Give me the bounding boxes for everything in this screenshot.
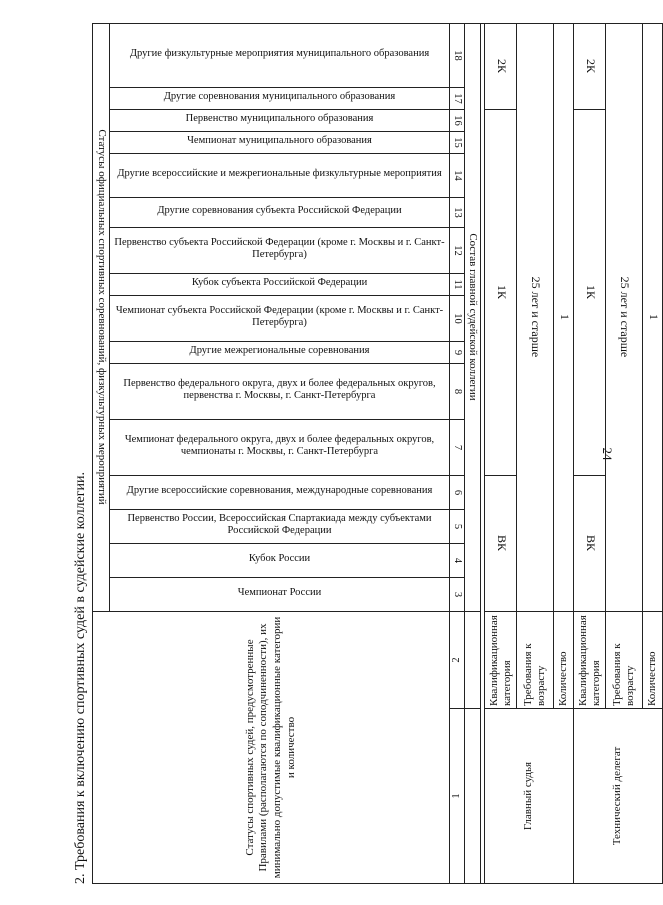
column-number-4 [450, 543, 465, 577]
chief-count-value: 1 [554, 23, 574, 611]
competition-header-text-11: Кубок субъекта Российской Федерации [191, 276, 368, 288]
column-number-text-6: 6 [451, 489, 463, 496]
column-number-text-11: 11 [451, 279, 463, 290]
role-technical-delegate: Технический делегат [574, 709, 663, 884]
competition-header-3 [110, 577, 450, 611]
column-number-text-17: 17 [451, 93, 463, 104]
row-label-qualification-chief: Квалификационная категория [485, 611, 517, 708]
column-number-text-15: 15 [451, 137, 463, 148]
competition-header-17 [110, 87, 450, 109]
competition-header-11 [110, 273, 450, 295]
column-number-text-14: 14 [451, 170, 463, 181]
delegate-age-value: 25 лет и старше [606, 23, 643, 611]
column-number-text-5: 5 [451, 523, 463, 530]
column-number-12 [450, 227, 465, 273]
competition-header-8 [110, 363, 450, 419]
section-spacer-2 [465, 611, 481, 708]
column-number-text-10: 10 [451, 313, 463, 324]
competition-header-14 [110, 153, 450, 197]
delegate-count-value: 1 [643, 23, 663, 611]
column-number-text-12: 12 [451, 245, 463, 256]
row-label-count-chief: Количество [554, 611, 574, 708]
competition-header-16 [110, 109, 450, 131]
column-number-text-3: 3 [451, 591, 463, 598]
competition-header-text-7: Чемпионат федерального округа, двух и более федеральных округов, чемпионаты г. Москвы, г. Санкт-Петербурга [124, 433, 435, 457]
requirements-table [92, 23, 663, 884]
column-number-text-13: 13 [451, 207, 463, 218]
column-number-17 [450, 87, 465, 109]
competition-header-text-5: Первенство России, Всероссийская Спартакиада между субъектами Российской Федерации [127, 512, 432, 536]
row-label-age-chief: Требования к возрасту [517, 611, 554, 708]
competition-header-13 [110, 197, 450, 227]
column-number-text-18: 18 [451, 50, 463, 61]
column-number-6 [450, 475, 465, 509]
column-number-2: 2 [450, 611, 465, 708]
row-label-age-delegate: Требования к возрасту [606, 611, 643, 708]
delegate-qualification-value-2: 1К [574, 109, 606, 475]
column-number-text-7: 7 [451, 444, 463, 451]
competition-header-text-14: Другие всероссийские и межрегиональные физкультурные мероприятия [117, 167, 442, 179]
delegate-qualification-value-3: 2К [574, 23, 606, 109]
column-number-5 [450, 509, 465, 543]
competition-header-18 [110, 23, 450, 87]
column-number-text-8: 8 [451, 388, 463, 395]
competition-header-text-4: Кубок России [248, 552, 311, 564]
column-number-9 [450, 341, 465, 363]
header-statuses-of-judges: Статусы спортивных судей, предусмотренные Правилами (располагаются по соподчиненности), их минимально допустимые квалификационные категории и количество [93, 611, 450, 883]
row-label-qualification-delegate: Квалификационная категория [574, 611, 606, 708]
document-heading: 2. Требования к включению спортивных судей в судейские коллегии. [73, 472, 88, 884]
section-title: Состав главной судейской коллегии [465, 23, 481, 611]
column-number-15 [450, 131, 465, 153]
competition-header-7 [110, 419, 450, 475]
column-number-13 [450, 197, 465, 227]
role-chief-judge: Главный судья [485, 709, 574, 884]
competition-header-text-16: Первенство муниципального образования [185, 112, 374, 124]
competition-header-text-10: Чемпионат субъекта Российской Федерации (кроме г. Москвы и г. Санкт-Петербурга) [115, 304, 444, 328]
competition-header-text-9: Другие межрегиональные соревнования [189, 344, 370, 356]
competition-header-text-6: Другие всероссийские соревнования, международные соревнования [126, 484, 433, 496]
chief-qualification-value-3: 2К [485, 23, 517, 109]
competition-header-text-12: Первенство субъекта Российской Федерации (кроме г. Москвы и г. Санкт-Петербурга) [114, 236, 445, 260]
competition-header-15 [110, 131, 450, 153]
competition-header-text-8: Первенство федерального округа, двух и более федеральных округов, первенства г. Москвы, г. Санкт-Петербурга [123, 377, 436, 401]
competition-header-6 [110, 475, 450, 509]
competition-header-text-18: Другие физкультурные мероприятия муниципального образования [129, 47, 430, 59]
delegate-qualification-value-1: ВК [574, 475, 606, 611]
row-label-count-delegate: Количество [643, 611, 663, 708]
chief-age-value: 25 лет и старше [517, 23, 554, 611]
column-number-text-9: 9 [451, 349, 463, 356]
column-number-1: 1 [450, 709, 465, 884]
chief-qualification-value-1: ВК [485, 475, 517, 611]
competition-header-text-17: Другие соревнования муниципального образования [163, 90, 396, 102]
competition-header-text-13: Другие соревнования субъекта Российской Федерации [157, 204, 402, 216]
column-number-10 [450, 295, 465, 341]
column-number-3 [450, 577, 465, 611]
competition-header-9 [110, 341, 450, 363]
column-number-18 [450, 23, 465, 87]
column-number-text-16: 16 [451, 115, 463, 126]
competition-header-12 [110, 227, 450, 273]
column-number-11 [450, 273, 465, 295]
chief-qualification-value-2: 1К [485, 109, 517, 475]
competition-header-text-3: Чемпионат России [237, 586, 322, 598]
column-number-text-4: 4 [451, 557, 463, 564]
competition-header-5 [110, 509, 450, 543]
competition-header-4 [110, 543, 450, 577]
section-spacer-1 [465, 709, 481, 884]
page-number: 24 [600, 447, 615, 461]
header-competition-statuses: Статусы официальных спортивных соревнований, физкультурных мероприятий [93, 23, 110, 611]
column-number-7 [450, 419, 465, 475]
column-number-8 [450, 363, 465, 419]
column-number-16 [450, 109, 465, 131]
competition-header-text-15: Чемпионат муниципального образования [187, 134, 372, 146]
competition-header-10 [110, 295, 450, 341]
column-number-14 [450, 153, 465, 197]
